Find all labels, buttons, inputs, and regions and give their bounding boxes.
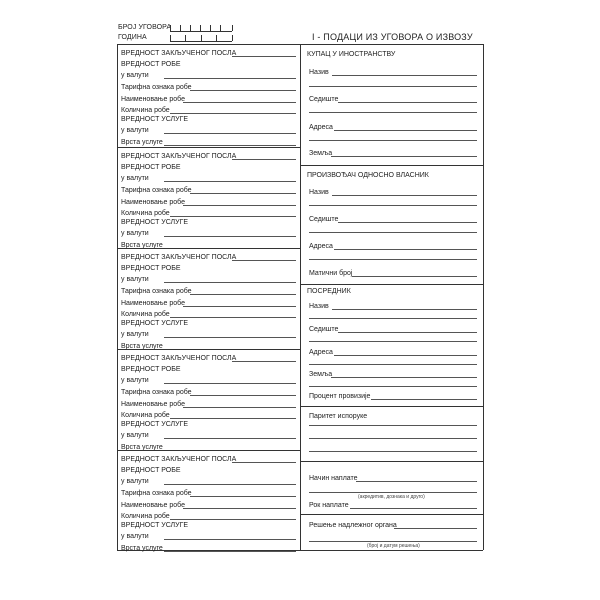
block-1-in-currency2-label: у валути: [121, 127, 149, 134]
block-divider-2: [117, 248, 300, 249]
block-5-in-currency-label: у валути: [121, 478, 149, 485]
block-1-goods-value-label: ВРЕДНОСТ РОБЕ: [121, 61, 181, 68]
buyer-name-label: Назив: [309, 69, 329, 76]
producer-name-label: Назив: [309, 189, 329, 196]
divider-payment: [300, 514, 483, 515]
block-1-service-type-label: Врста услуге: [121, 139, 163, 146]
block-5-service-value-label: ВРЕДНОСТ УСЛУГЕ: [121, 522, 189, 529]
block-3-tariff-code-field[interactable]: [190, 294, 296, 295]
block-divider-1: [117, 147, 300, 148]
buyer-seat-field[interactable]: [338, 102, 477, 103]
block-2-contract-value-label: ВРЕДНОСТ ЗАКЉУЧЕНОГ ПОСЛА: [121, 153, 237, 160]
block-3-goods-name-label: Наименовање робе: [121, 300, 185, 307]
agent-seat-field[interactable]: [338, 332, 477, 333]
block-3-tariff-code-label: Тарифна ознака робе: [121, 288, 192, 295]
column-divider: [300, 44, 301, 550]
contract-number-field[interactable]: [170, 24, 232, 32]
block-4-goods-name-label: Наименовање робе: [121, 401, 185, 408]
buyer-seat-field-2[interactable]: [309, 112, 477, 113]
delivery-field-3[interactable]: [309, 451, 477, 452]
block-1-goods-qty-field[interactable]: [170, 113, 296, 114]
delivery-label: Паритет испоруке: [309, 413, 368, 420]
producer-regno-label: Матични број: [309, 270, 353, 277]
block-4-goods-qty-field[interactable]: [170, 418, 296, 419]
block-2-goods-name-label: Наименовање робе: [121, 199, 185, 206]
payment-deadline-label: Рок наплате: [309, 502, 349, 509]
block-5-goods-value-label: ВРЕДНОСТ РОБЕ: [121, 467, 181, 474]
block-4-in-currency-field[interactable]: [164, 383, 296, 384]
block-2-tariff-code-label: Тарифна ознака робе: [121, 187, 192, 194]
block-2-service-value-label: ВРЕДНОСТ УСЛУГЕ: [121, 219, 189, 226]
agent-name-field[interactable]: [332, 309, 477, 310]
block-3-goods-qty-label: Количина робе: [121, 311, 170, 318]
frame-left: [117, 44, 118, 550]
block-5-contract-value-label: ВРЕДНОСТ ЗАКЉУЧЕНОГ ПОСЛА: [121, 456, 237, 463]
producer-name-field[interactable]: [332, 195, 477, 196]
block-1-goods-qty-label: Количина робе: [121, 107, 170, 114]
frame-right: [483, 44, 484, 550]
block-5-goods-name-label: Наименовање робе: [121, 502, 185, 509]
block-5-in-currency-field[interactable]: [164, 484, 296, 485]
agent-name-label: Назив: [309, 303, 329, 310]
year-field[interactable]: [170, 34, 232, 42]
block-2-in-currency-field[interactable]: [164, 181, 296, 182]
agent-country-field[interactable]: [331, 377, 477, 378]
delivery-field-1[interactable]: [309, 425, 477, 426]
agent-address-label: Адреса: [309, 349, 333, 356]
contract-number-label: БРОЈ УГОВОРА: [118, 24, 172, 31]
producer-regno-field[interactable]: [352, 276, 477, 277]
block-3-in-currency2-label: у валути: [121, 331, 149, 338]
producer-seat-field[interactable]: [338, 222, 477, 223]
block-3-goods-name-field[interactable]: [183, 306, 296, 307]
block-3-contract-value-label: ВРЕДНОСТ ЗАКЉУЧЕНОГ ПОСЛА: [121, 254, 237, 261]
buyer-country-field[interactable]: [331, 156, 477, 157]
block-4-in-currency2-label: у валути: [121, 432, 149, 439]
payment-deadline-field[interactable]: [350, 508, 477, 509]
approval-field-2[interactable]: [309, 541, 477, 542]
block-5-tariff-code-label: Тарифна ознака робе: [121, 490, 192, 497]
divider-delivery: [300, 461, 483, 462]
block-4-tariff-code-field[interactable]: [190, 395, 296, 396]
block-2-in-currency-label: у валути: [121, 175, 149, 182]
block-3-in-currency2-field[interactable]: [164, 337, 296, 338]
approval-label: Решење надлежног органа: [309, 522, 397, 529]
approval-field[interactable]: [394, 528, 477, 529]
section-title: I - ПОДАЦИ ИЗ УГОВОРА О ИЗВОЗУ: [312, 32, 473, 42]
block-5-tariff-code-field[interactable]: [190, 496, 296, 497]
block-5-service-type-label: Врста услуге: [121, 545, 163, 552]
producer-seat-label: Седиште: [309, 216, 339, 223]
divider-producer: [300, 284, 483, 285]
block-4-service-type-label: Врста услуге: [121, 444, 163, 451]
producer-address-label: Адреса: [309, 243, 333, 250]
block-4-in-currency2-field[interactable]: [164, 438, 296, 439]
agent-name-field-2[interactable]: [309, 318, 477, 319]
block-3-goods-qty-field[interactable]: [170, 317, 296, 318]
payment-method-hint: (акредитив, дознака и друго): [358, 494, 425, 500]
buyer-address-field[interactable]: [334, 130, 477, 131]
buyer-address-field-2[interactable]: [309, 140, 477, 141]
block-1-tariff-code-label: Тарифна ознака робе: [121, 84, 192, 91]
block-4-goods-value-label: ВРЕДНОСТ РОБЕ: [121, 366, 181, 373]
approval-hint: (број и датум решења): [367, 543, 420, 549]
block-1-in-currency-field[interactable]: [164, 78, 296, 79]
block-2-goods-name-field[interactable]: [183, 205, 296, 206]
block-1-in-currency-label: у валути: [121, 72, 149, 79]
payment-method-field[interactable]: [356, 481, 477, 482]
buyer-name-field[interactable]: [332, 75, 477, 76]
producer-name-field-2[interactable]: [309, 205, 477, 206]
agent-title: ПОСРЕДНИК: [307, 288, 351, 295]
block-1-service-value-label: ВРЕДНОСТ УСЛУГЕ: [121, 116, 189, 123]
block-1-goods-name-field[interactable]: [183, 102, 296, 103]
block-3-service-type-label: Врста услуге: [121, 343, 163, 350]
block-2-contract-value-field[interactable]: [232, 159, 296, 160]
block-1-contract-value-field[interactable]: [232, 56, 296, 57]
divider-agent: [300, 406, 483, 407]
block-1-goods-name-label: Наименовање робе: [121, 96, 185, 103]
payment-method-field-2[interactable]: [309, 492, 477, 493]
agent-seat-label: Седиште: [309, 326, 339, 333]
block-3-service-value-label: ВРЕДНОСТ УСЛУГЕ: [121, 320, 189, 327]
block-1-contract-value-label: ВРЕДНОСТ ЗАКЉУЧЕНОГ ПОСЛА: [121, 50, 237, 57]
block-4-service-value-label: ВРЕДНОСТ УСЛУГЕ: [121, 421, 189, 428]
agent-commission-field[interactable]: [371, 399, 477, 400]
block-5-contract-value-field[interactable]: [232, 462, 296, 463]
block-2-tariff-code-field[interactable]: [190, 193, 296, 194]
agent-seat-field-2[interactable]: [309, 341, 477, 342]
block-5-service-type-field[interactable]: [164, 551, 296, 552]
block-2-in-currency2-field[interactable]: [164, 236, 296, 237]
producer-address-field[interactable]: [334, 249, 477, 250]
block-3-in-currency-label: у валути: [121, 276, 149, 283]
block-2-goods-qty-label: Количина робе: [121, 210, 170, 217]
block-1-service-type-field[interactable]: [164, 145, 296, 146]
block-5-in-currency2-field[interactable]: [164, 539, 296, 540]
block-4-goods-qty-label: Количина робе: [121, 412, 170, 419]
block-2-goods-qty-field[interactable]: [170, 216, 296, 217]
buyer-address-label: Адреса: [309, 124, 333, 131]
block-2-in-currency2-label: у валути: [121, 230, 149, 237]
block-3-in-currency-field[interactable]: [164, 282, 296, 283]
block-3-goods-value-label: ВРЕДНОСТ РОБЕ: [121, 265, 181, 272]
block-2-service-type-label: Врста услуге: [121, 242, 163, 249]
block-5-in-currency2-label: у валути: [121, 533, 149, 540]
block-1-tariff-code-field[interactable]: [190, 90, 296, 91]
block-4-tariff-code-label: Тарифна ознака робе: [121, 389, 192, 396]
block-4-in-currency-label: у валути: [121, 377, 149, 384]
agent-commission-label: Процент провизије: [309, 393, 371, 400]
divider-buyer: [300, 165, 483, 166]
year-label: ГОДИНА: [118, 34, 147, 41]
producer-address-field-2[interactable]: [309, 259, 477, 260]
delivery-field-2[interactable]: [309, 438, 477, 439]
block-5-goods-name-field[interactable]: [183, 508, 296, 509]
block-5-goods-qty-field[interactable]: [170, 519, 296, 520]
block-1-in-currency2-field[interactable]: [164, 133, 296, 134]
block-divider-4: [117, 450, 300, 451]
buyer-seat-label: Седиште: [309, 96, 339, 103]
block-4-goods-name-field[interactable]: [183, 407, 296, 408]
buyer-name-field-2[interactable]: [309, 86, 477, 87]
agent-address-field[interactable]: [334, 355, 477, 356]
block-4-contract-value-label: ВРЕДНОСТ ЗАКЉУЧЕНОГ ПОСЛА: [121, 355, 237, 362]
producer-title: ПРОИЗВОЂАЧ ОДНОСНО ВЛАСНИК: [307, 172, 429, 179]
block-2-goods-value-label: ВРЕДНОСТ РОБЕ: [121, 164, 181, 171]
payment-method-label: Начин наплате: [309, 475, 358, 482]
agent-country-label: Земља: [309, 371, 333, 378]
buyer-title: КУПАЦ У ИНОСТРАНСТВУ: [307, 51, 396, 58]
buyer-country-label: Земља: [309, 150, 333, 157]
block-4-contract-value-field[interactable]: [232, 361, 296, 362]
agent-address-field-2[interactable]: [309, 364, 477, 365]
block-5-goods-qty-label: Количина робе: [121, 513, 170, 520]
block-divider-3: [117, 349, 300, 350]
producer-seat-field-2[interactable]: [309, 232, 477, 233]
block-3-contract-value-field[interactable]: [232, 260, 296, 261]
agent-country-field-2[interactable]: [309, 386, 477, 387]
